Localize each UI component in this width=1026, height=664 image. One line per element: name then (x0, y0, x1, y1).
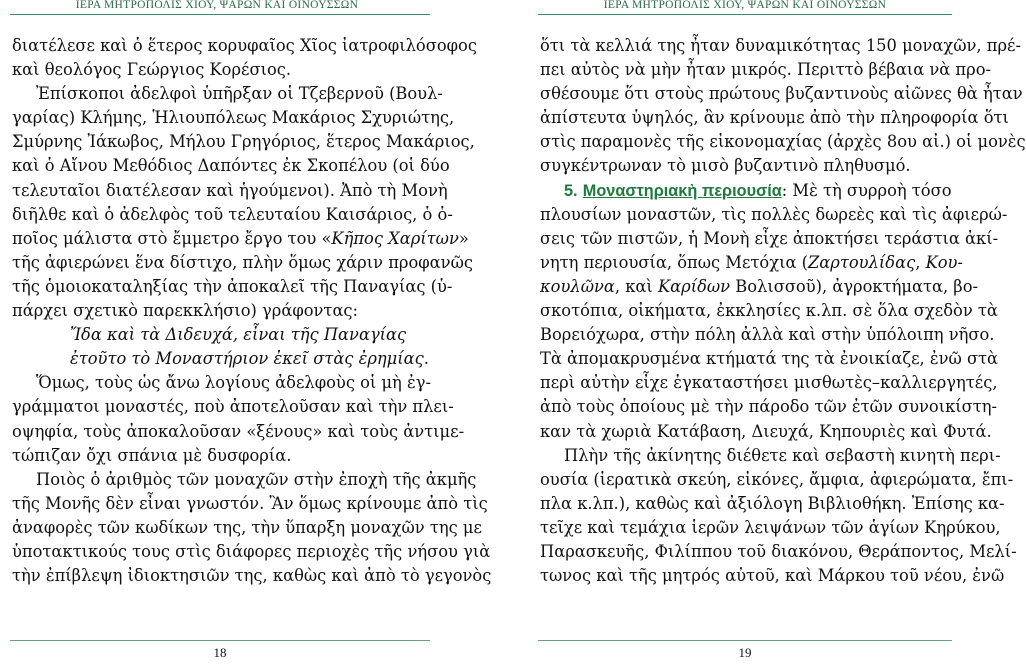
text-line: Ἐπίσκοποι ἀδελφοὶ ὑπῆρξαν οἱ Τζεβερνοῦ (Βουλ- (36, 84, 443, 104)
verse-line: Ἴδα καὶ τὰ Διδευχά, εἶναι τῆς Παναγίας (70, 325, 407, 345)
text-line: στὶς παραμονὲς τῆς εἰκονομαχίας (ἀρχὲς 8ου αἰ.) οἱ μονὲς (540, 132, 1026, 152)
text-line: διῆλθε καὶ ὁ ἀδελφὸς τοῦ τελευταίου Καισάριος, ὁ ὁ- (12, 204, 453, 224)
text-segment: , (915, 252, 926, 272)
text-line: ὑποτακτικούς τους στὶς διάφορες περιοχὲς τῆς νήσου γιὰ (12, 541, 491, 561)
text-line: Πλὴν τῆς ἀκίνητης διέθετε καὶ σεβαστὴ κινητὴ περι- (564, 445, 1001, 465)
text-line: τῆς Μονῆς δὲν εἶναι γνωστόν. Ἂν ὅμως κρίνουμε ἀπὸ τὶς (12, 493, 488, 513)
text-line: τεῖχε καὶ τεμάχια ἱερῶν λειψάνων τῶν ἁγίων Κηρύκου, (540, 517, 1001, 537)
place-name: Κου- (925, 252, 963, 272)
footer-rule (538, 640, 952, 641)
text-segment: Βολισσοῦ), ἀγροκτήματα, βο- (730, 276, 979, 296)
page-body (12, 34, 492, 588)
header-rule (10, 14, 430, 15)
text-line: ουσία (ἱερατικὰ σκεύη, εἰκόνες, ἄμφια, ἀφιερώματα, ἔπι- (540, 469, 1014, 489)
right-page (480, 0, 1026, 664)
footer-rule (10, 640, 430, 641)
text-line: καν τὰ χωριὰ Κατάβαση, Διευχά, Κηπουριὲς καὶ Φυτά. (540, 421, 992, 441)
text-line: Ὅμως, τοὺς ὡς ἄνω λογίους ἀδελφοὺς οἱ μὴ ἐγ- (36, 373, 431, 393)
text-line: πλα κ.λπ.), καθὼς καὶ ἀξιόλογη Βιβλιοθήκη. Ἐπίσης κα- (540, 493, 1005, 513)
page-number: 18 (213, 645, 227, 660)
text-line: σεις τῶν πιστῶν, ἡ Μονὴ εἶχε ἀποκτήσει τεράστια ἀκί- (540, 228, 999, 248)
text-line: Παρασκευῆς, Φιλίππου τοῦ διακόνου, Θεράποντος, Μελί- (540, 541, 1017, 561)
text-line: ἀπὸ τοὺς ὁποίους μὲ τὴν πάροδο τῶν ἐτῶν συνοικίστη- (540, 397, 998, 417)
section-heading-line (540, 179, 950, 203)
text-line: πάρχει σχετικὸ παρεκκλήσιο) γράφοντας: (12, 301, 359, 321)
text-line: Σμύρνης Ἰάκωβος, Μήλου Γρηγόριος, ἕτερος Μακάριος, (12, 132, 475, 152)
running-head: ΙΕΡΑ ΜΗΤΡΟΠΟΛΙΣ ΧΙΟΥ, ΨΑΡΩΝ ΚΑΙ ΟΙΝΟΥΣΣΩΝ (603, 0, 887, 11)
text-line (12, 227, 469, 251)
left-page (0, 0, 492, 664)
section-number: 5. (564, 181, 578, 200)
text-line: σκοτόπια, οἰκήματα, ἐκκλησίες κ.λπ. σὲ ὅλα σχεδὸν τὰ (540, 301, 998, 321)
text-line: συγκέντρωναν τὸ μισὸ βυζαντινὸ πληθυσμό. (540, 156, 911, 176)
text-line: σθέσουμε ὅτι στοὺς πρώτους βυζαντινοὺς αἰῶνες θὰ ἦταν (540, 84, 1023, 104)
text-segment: , καὶ (614, 276, 658, 296)
text-segment: : Μὲ τὴ συρροὴ τόσο (781, 180, 952, 200)
text-line: τῆς ἀφιερώνει ἕνα δίστιχο, πλὴν ὅμως χάριν προφανῶς (12, 252, 473, 272)
text-segment: νητη περιουσία, ὅπως Μετόχια ( (540, 252, 808, 272)
text-line: περὶ αὐτὴν εἶχε ἐγκαταστήσει μισθωτὲς–καλλιεργητές, (540, 373, 998, 393)
text-line (540, 251, 963, 275)
text-line: γράμματοι μοναστές, ποὺ ἀποτελοῦσαν καὶ τὴν πλει- (12, 397, 454, 417)
text-line (540, 275, 979, 299)
text-line: τώπιζαν ὄχι σπάνια μὲ δυσφορία. (12, 445, 292, 465)
place-name: Καρίδων (657, 276, 731, 296)
text-line: διατέλεσε καὶ ὁ ἕτερος κορυφαῖος Χῖος ἰατροφιλόσοφος (12, 36, 477, 55)
text-line: Ποιὸς ὁ ἀριθμὸς τῶν μοναχῶν στὴν ἐποχὴ τῆς ἀκμῆς (36, 469, 477, 489)
text-line: οψηφία, τοὺς ἀποκαλοῦσαν «ξένους» καὶ τοὺς ἀντιμε- (12, 421, 465, 441)
text-line: γαρίας) Κλήμης, Ἡλιουπόλεως Μακάριος Σχυριώτης, (12, 108, 455, 128)
header-rule (538, 14, 952, 15)
place-name: κουλῶνα (540, 276, 615, 296)
text-line: καὶ ὁ Αἴνου Μεθόδιος Δαπόντες ἐκ Σκοπέλου (οἱ δύο (12, 156, 450, 176)
text-line: Βορειόχωρα, στὴν πόλη ἀλλὰ καὶ στὴν ὑπόλοιπη νῆσο. (540, 325, 995, 345)
text-line: ὅτι τὰ κελλιά της ἦταν δυναμικότητας 150 μοναχῶν, πρέ- (540, 36, 1021, 55)
text-line: πλουσίων μοναστῶν, τὶς πολλὲς δωρεὲς καὶ τὶς ἀφιερώ- (540, 204, 1008, 224)
place-name: Ζαρτουλίδας (807, 252, 916, 272)
text-line: τωνος καὶ τῆς μητρός αὐτοῦ, καὶ Μάρκου τοῦ νέου, ἐνῶ (540, 566, 1005, 586)
text-line: ἀναφορὲς τῶν κωδίκων της, τὴν ὕπαρξη μοναχῶν της με (12, 517, 482, 537)
text-line: καὶ θεολόγος Γεώργιος Κορέσιος. (12, 60, 292, 80)
text-segment: ποῖος μάλιστα στὸ ἔμμετρο ἔργο του « (12, 228, 332, 248)
text-line: τὴν ἐπίβλεψη ἰδιοκτησιῶν της, καθὼς καὶ ἀπὸ τὸ γεγονὸς (12, 566, 492, 586)
page-number: 19 (738, 645, 752, 660)
text-segment: » (458, 228, 469, 248)
text-line: τελευταῖοι διατέλεσαν καὶ ἡγούμενοι). Ἀπὸ τὴ Μονὴ (12, 180, 448, 200)
text-line: πει αὐτὸς νὰ μὴν ἦταν μικρός. Περιττὸ βέβαια νὰ προ- (540, 60, 992, 80)
page-body (540, 34, 1026, 588)
section-title: Μοναστηριακὴ περιουσία (582, 181, 782, 200)
text-line: τῆς ὁμοιοκαταληξίας τὴν ἀποκαλεῖ τῆς Παναγίας (ὑ- (12, 276, 453, 296)
text-line: ἀπίστευτα ὑψηλός, ἂν κρίνουμε ἀπὸ τὴν πληροφορία ὅτι (540, 108, 1009, 128)
work-title: Κῆπος Χαρίτων (331, 228, 459, 248)
verse-line: ἐτοῦτο τὸ Μοναστήριον ἐκεῖ στὰς ἐρημίας. (70, 349, 429, 369)
running-head: ΙΕΡΑ ΜΗΤΡΟΠΟΛΙΣ ΧΙΟΥ, ΨΑΡΩΝ ΚΑΙ ΟΙΝΟΥΣΣΩΝ (75, 0, 359, 11)
text-line: Τὰ ἀπομακρυσμένα κτήματά της τὰ ἐνοικίαζε, ἐνῶ στὰ (540, 349, 999, 369)
